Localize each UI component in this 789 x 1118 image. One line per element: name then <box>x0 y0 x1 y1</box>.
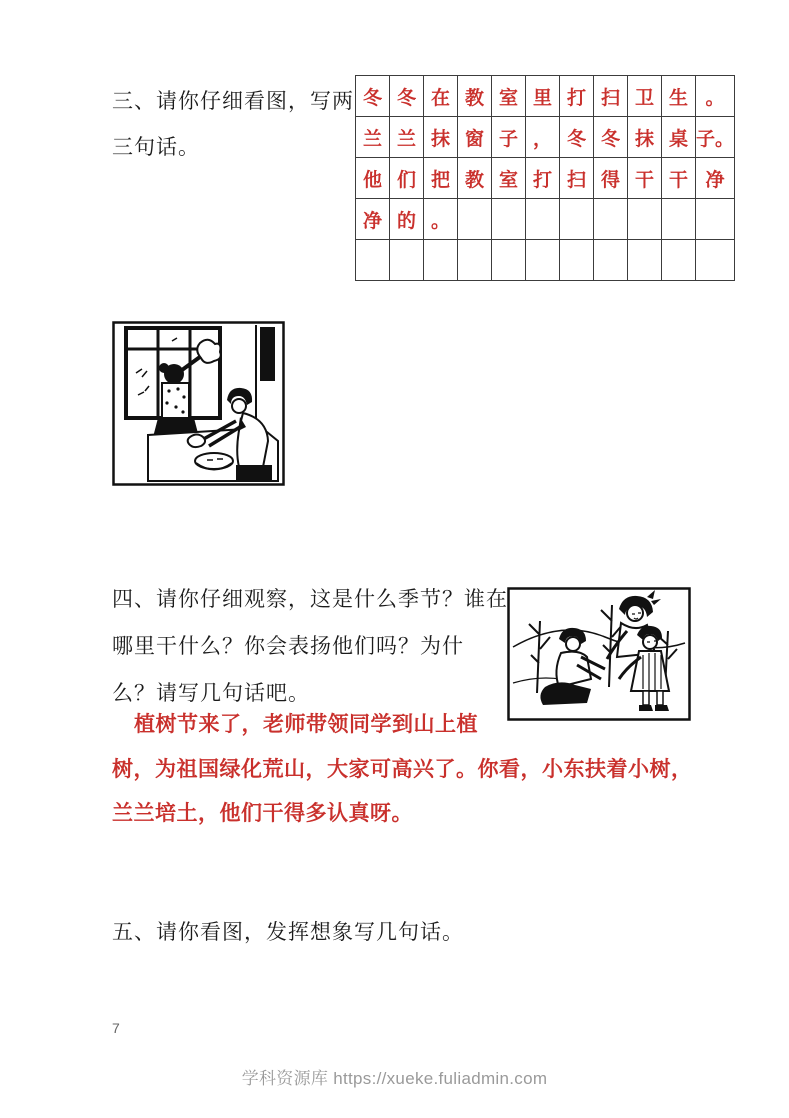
grid-cell: 卫 <box>628 76 662 117</box>
grid-row <box>356 76 735 117</box>
grid-row <box>356 158 735 199</box>
grid-cell: 的 <box>390 199 424 240</box>
grid-cell: ， <box>526 117 560 158</box>
question3-prompt-line2: 三句话。 <box>112 135 200 159</box>
grid-cell: 净 <box>696 158 735 199</box>
grid-cell: 生 <box>662 76 696 117</box>
grid-cell: 兰 <box>390 117 424 158</box>
grid-cell: 他 <box>356 158 390 199</box>
grid-cell: 打 <box>526 158 560 199</box>
question4-prompt-line1: 四、请你仔细观察，这是什么季节？谁在 <box>112 587 508 611</box>
answer-grid-table <box>355 75 735 281</box>
grid-cell: 扫 <box>594 76 628 117</box>
grid-cell <box>356 240 390 281</box>
grid-cell: 净 <box>356 199 390 240</box>
grid-cell: 兰 <box>356 117 390 158</box>
question4-answer-line2: 树，为祖国绿化荒山，大家可高兴了。你看，小东扶着小树， <box>112 757 693 781</box>
grid-row <box>356 240 735 281</box>
grid-cell <box>696 199 735 240</box>
grid-cell <box>696 240 735 281</box>
grid-cell <box>594 240 628 281</box>
children-cleaning-classroom-illustration <box>112 321 285 486</box>
grid-cell <box>458 240 492 281</box>
grid-cell: 室 <box>492 158 526 199</box>
grid-cell: 得 <box>594 158 628 199</box>
grid-cell: 抹 <box>424 117 458 158</box>
grid-cell: 冬 <box>594 117 628 158</box>
grid-cell: 打 <box>560 76 594 117</box>
grid-cell: 子 <box>492 117 526 158</box>
grid-cell <box>492 240 526 281</box>
grid-cell <box>424 240 458 281</box>
grid-cell: 桌 <box>662 117 696 158</box>
grid-cell: 子。 <box>696 117 735 158</box>
question4-prompt-line3: 么？请写几句话吧。 <box>112 681 310 705</box>
question3-prompt-line1: 三、请你仔细看图，写两 <box>112 89 354 113</box>
grid-cell <box>628 240 662 281</box>
grid-cell: 们 <box>390 158 424 199</box>
grid-cell <box>628 199 662 240</box>
grid-row <box>356 117 735 158</box>
grid-cell: 室 <box>492 76 526 117</box>
question4-answer-line1: 植树节来了，老师带领同学到山上植 <box>134 712 478 736</box>
grid-cell: 教 <box>458 158 492 199</box>
grid-cell <box>662 240 696 281</box>
grid-cell: 。 <box>424 199 458 240</box>
grid-cell: 教 <box>458 76 492 117</box>
grid-cell: 干 <box>628 158 662 199</box>
question4-answer-line3: 兰兰培土，他们干得多认真呀。 <box>112 801 413 825</box>
grid-cell <box>662 199 696 240</box>
grid-cell: 干 <box>662 158 696 199</box>
footer-watermark: 学科资源库 https://xueke.fuliadmin.com <box>241 1069 548 1088</box>
question5-prompt: 五、请你看图，发挥想象写几句话。 <box>112 920 464 944</box>
children-planting-trees-illustration <box>507 587 691 721</box>
answer-grid-body <box>356 76 735 281</box>
grid-cell: 扫 <box>560 158 594 199</box>
grid-cell <box>492 199 526 240</box>
page-number: 7 <box>112 1020 120 1036</box>
grid-cell: 窗 <box>458 117 492 158</box>
grid-cell: 在 <box>424 76 458 117</box>
grid-cell <box>560 199 594 240</box>
grid-cell: 里 <box>526 76 560 117</box>
grid-cell: 冬 <box>390 76 424 117</box>
grid-row <box>356 199 735 240</box>
grid-cell: 。 <box>696 76 735 117</box>
grid-cell <box>458 199 492 240</box>
question4-prompt-line2: 哪里干什么？你会表扬他们吗？为什 <box>112 634 464 658</box>
grid-cell: 抹 <box>628 117 662 158</box>
grid-cell <box>526 240 560 281</box>
grid-cell: 冬 <box>560 117 594 158</box>
grid-cell: 把 <box>424 158 458 199</box>
grid-cell <box>390 240 424 281</box>
grid-cell: 冬 <box>356 76 390 117</box>
grid-cell <box>560 240 594 281</box>
question3-prompt <box>112 78 354 170</box>
grid-cell <box>594 199 628 240</box>
grid-cell <box>526 199 560 240</box>
